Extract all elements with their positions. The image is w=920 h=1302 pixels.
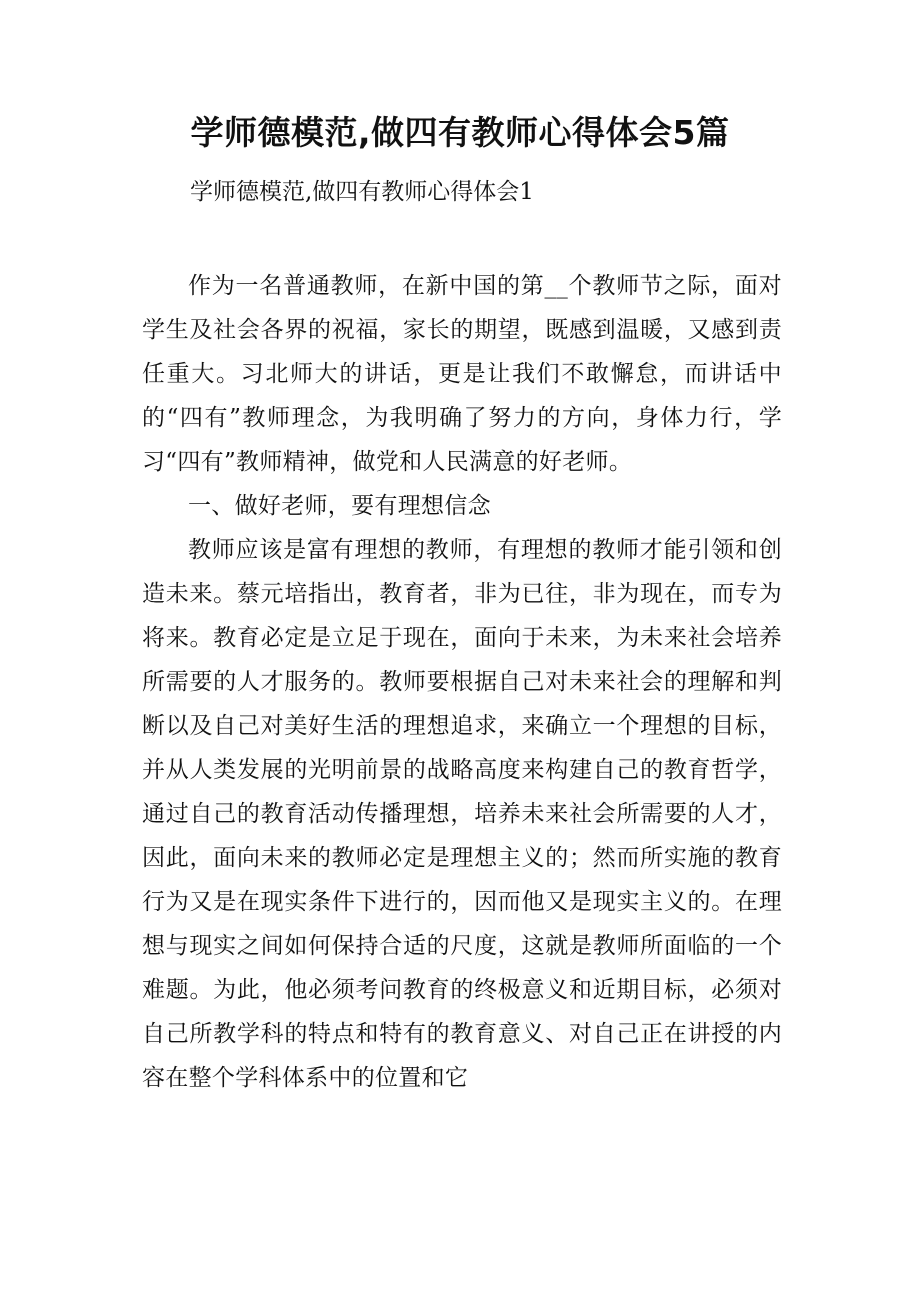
document-title: 学师德模范,做四有教师心得体会5篇: [190, 113, 730, 152]
paragraph-ideals: 教师应该是富有理想的教师，有理想的教师才能引领和创造未来。蔡元培指出，教育者，非为已往，非为现在，而专为将来。教育必定是立足于现在，面向于未来，为未来社会培养所需要的人才服务的。教师要根据自己对未来社会的理解和判断以及自己对美好生活的理想追求，来确立一个理想的目标，并从人类发展的光明前景的战略高度来构建自己的教育哲学，通过自己的教育活动传播理想，培养未来社会所需要的人才，因此，面向未来的教师必定是理想主义的；然而所实施的教育行为又是在现实条件下进行的，因而他又是现实主义的。在理想与现实之间如何保持合适的尺度，这就是教师所面临的一个难题。为此，他必须考问教育的终极意义和近期目标，必须对自己所教学科的特点和特有的教育意义、对自己正在讲授的内容在整个学科体系中的位置和它: [142, 537, 782, 1091]
section-heading: 一、做好老师，要有理想信念: [188, 493, 491, 519]
paragraph-intro: 作为一名普通教师，在新中国的第__个教师节之际，面对学生及社会各界的祝福，家长的期望，既感到温暖，又感到责任重大。习北师大的讲话，更是让我们不敢懈怠，而讲话中的“四有”教师理念，为我明确了努力的方向，身体力行，学习“四有”教师精神，做党和人民满意的好老师。: [142, 273, 782, 475]
document-subtitle: 学师德模范,做四有教师心得体会1: [190, 179, 534, 205]
document-body: [142, 264, 782, 1100]
